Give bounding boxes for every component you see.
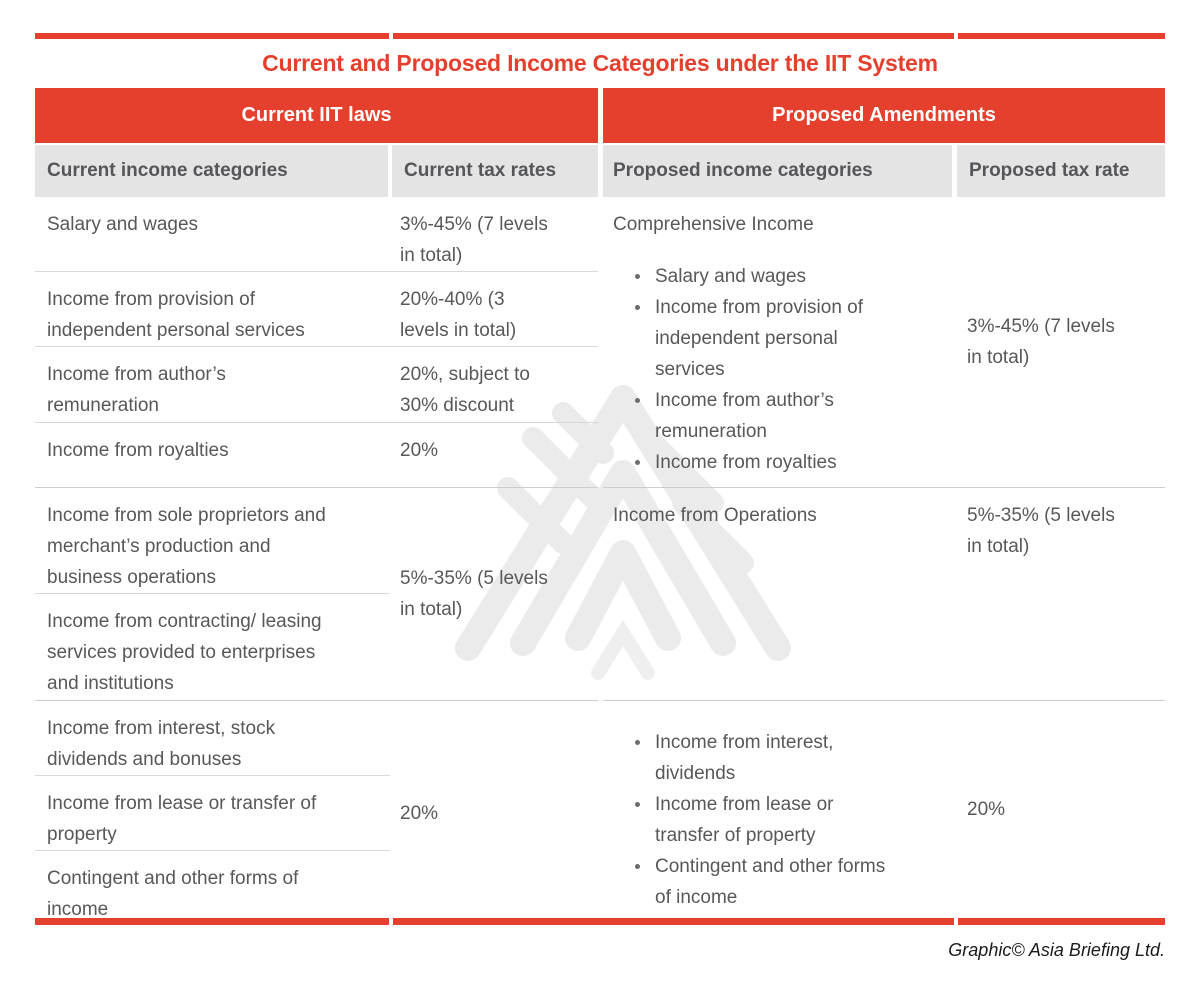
rate-cell: 20% (967, 799, 1006, 820)
category-cell: Income from interest, stock dividends and bonuses (35, 701, 390, 776)
current-iit-laws-section (35, 197, 598, 925)
table-row (35, 423, 598, 487)
bullet-item: Income from author’s remuneration (655, 385, 887, 447)
graphic-credit: Graphic© Asia Briefing Ltd. (948, 940, 1165, 960)
category-cell: Income from lease or transfer of property (35, 776, 390, 851)
rate-cell: 5%-35% (5 levels in total) (400, 568, 548, 620)
proposed-operations-group (603, 487, 1165, 700)
proposed-amendments-section (603, 197, 1165, 925)
rate-cell: 20% (400, 802, 439, 824)
rate-cell: 20%, subject to 30% discount (400, 364, 530, 416)
rate-cell: 5%-35% (5 levels in total) (967, 505, 1115, 557)
shared-rate-column (957, 701, 1165, 918)
bullet-item: Income from royalties (655, 447, 887, 478)
category-cell: Income from contracting/ leasing services provided to enterprises and institutions (47, 611, 322, 694)
shared-rate-column (390, 701, 598, 925)
shared-rate-column (957, 197, 1165, 487)
proposed-comprehensive-income-group (603, 197, 1165, 487)
proposed-other-income-group (603, 700, 1165, 918)
rule-segment (958, 33, 1165, 39)
category-column (603, 197, 957, 487)
category-cell: Salary and wages (47, 214, 199, 235)
bullet-item: Income from lease or transfer of property (655, 789, 887, 851)
column-header-proposed-income-categories: Proposed income categories (603, 145, 952, 197)
category-column (35, 701, 390, 925)
current-individual-rows-group (35, 197, 598, 487)
bullet-list (613, 727, 923, 913)
iit-comparison-table (35, 88, 1165, 925)
group-header-row (35, 88, 1165, 143)
table-row (35, 272, 598, 347)
bullet-item: Contingent and other forms of income (655, 851, 887, 913)
category-column (35, 488, 390, 700)
table-row (35, 347, 598, 423)
group-header-current-iit-laws: Current IIT laws (35, 88, 598, 143)
bullet-item: Salary and wages (655, 261, 887, 292)
rate-cell: 3%-45% (7 levels in total) (400, 214, 548, 266)
page-title: Current and Proposed Income Categories under the IIT System (262, 50, 938, 76)
rate-cell: 20% (400, 440, 439, 461)
category-cell: Income from author’s remuneration (47, 364, 226, 416)
category-cell: Income from sole proprietors and merchant’s production and business operations (35, 488, 390, 594)
column-header-current-income-categories: Current income categories (35, 145, 388, 197)
table-body (35, 197, 1165, 925)
category-column (603, 701, 957, 918)
rule-segment (35, 33, 389, 39)
bullet-list (613, 261, 923, 478)
category-cell: Income from royalties (47, 440, 229, 461)
shared-rate-column (390, 488, 598, 700)
category-cell: Contingent and other forms of income (47, 868, 299, 920)
category-heading: Comprehensive Income (613, 214, 814, 235)
category-cell: Income from provision of independent personal services (47, 289, 305, 341)
rate-cell: 3%-45% (7 levels in total) (967, 316, 1115, 368)
column-header-proposed-tax-rate: Proposed tax rate (957, 145, 1165, 197)
category-heading: Income from Operations (613, 505, 817, 526)
rule-segment (393, 33, 954, 39)
current-other-income-group (35, 700, 598, 925)
current-operations-group (35, 487, 598, 700)
table-row (35, 197, 598, 272)
column-header-row (35, 145, 1165, 197)
shared-rate-column (957, 488, 1165, 700)
rate-cell: 20%-40% (3 levels in total) (400, 289, 517, 341)
bullet-item: Income from provision of independent personal services (655, 292, 887, 385)
column-header-current-tax-rates: Current tax rates (392, 145, 598, 197)
group-header-proposed-amendments: Proposed Amendments (603, 88, 1165, 143)
bullet-item: Income from interest, dividends (655, 727, 887, 789)
top-rule (35, 33, 1165, 39)
